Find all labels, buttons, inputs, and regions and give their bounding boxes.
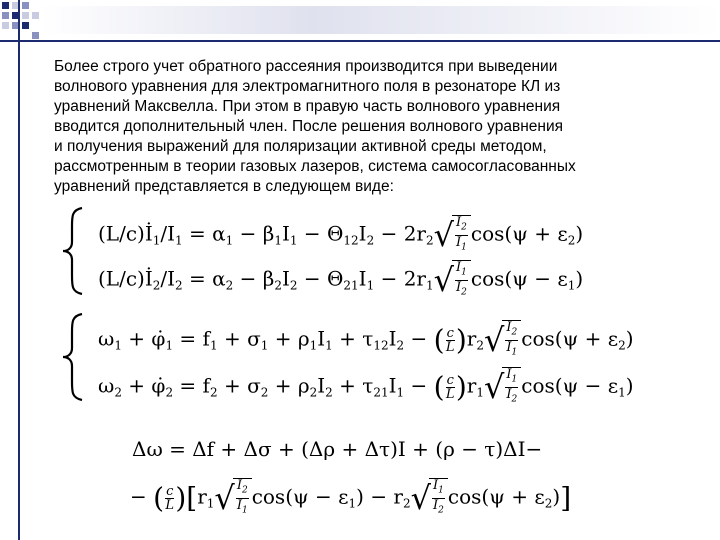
eq-sub: 2 — [461, 222, 467, 233]
radical-sign: √ — [484, 368, 505, 407]
frac-den: L — [165, 497, 175, 513]
eq-sub: 2 — [511, 394, 518, 405]
eq-part: ω — [98, 373, 115, 398]
decor-square — [32, 12, 39, 19]
eq-sub: 2 — [366, 233, 375, 248]
eq-part: − — [404, 326, 434, 351]
eq-sub: 2 — [209, 385, 218, 400]
frac-den: L — [445, 386, 455, 402]
eq-part: cos(ψ − ε — [251, 484, 349, 509]
eq-sub: 2 — [260, 385, 269, 400]
decor-square — [22, 12, 29, 19]
eq-part: − Θ — [297, 266, 344, 291]
eq-part: I — [388, 373, 397, 398]
eq-sub: 1 — [325, 338, 333, 353]
paragraph-line: волнового уравнения для электромагнитного поля в резонаторе КЛ из — [54, 78, 561, 95]
eq-part: − 2r — [374, 221, 426, 246]
equation-4 — [98, 367, 634, 406]
bracket-open: [ — [186, 481, 198, 515]
paragraph-line: вводится дополнительный член. После решения волнового уравнения — [54, 118, 564, 135]
eq-part: + ρ — [268, 326, 310, 351]
eq-sub: 12 — [343, 233, 359, 248]
eq-part: (L/c)İ — [98, 221, 153, 246]
eq-sub: 1 — [396, 385, 405, 400]
eq-part: + τ — [332, 326, 374, 351]
eq-sub: 1 — [366, 278, 375, 293]
eq-part: + τ — [332, 373, 374, 398]
eq-part: /I — [160, 221, 176, 246]
eq-sub: 2 — [461, 287, 467, 298]
paragraph-line: уравнений представляется в следующем виде: — [54, 178, 394, 195]
eq-sub: 1 — [511, 347, 518, 358]
eq-part: cos(ψ − ε — [521, 373, 619, 398]
eq-sub: 2 — [241, 485, 248, 496]
paren-close: ) — [455, 323, 467, 357]
paren-close: ) — [455, 370, 467, 404]
eq-sub: 12 — [373, 338, 389, 353]
paren-open: ( — [433, 370, 445, 404]
eq-sub: 2 — [618, 338, 626, 353]
eq-sub: 2 — [175, 278, 183, 293]
eq-part: cos(ψ + ε — [447, 484, 545, 509]
eq-sub: 2 — [403, 496, 411, 511]
fraction — [505, 321, 518, 359]
decor-square — [22, 22, 29, 29]
eq-part: − — [404, 373, 434, 398]
header-rule — [0, 40, 720, 42]
eq-part: I — [388, 326, 397, 351]
fraction — [446, 327, 455, 354]
system2-brace — [60, 312, 86, 402]
eq-part: = α — [182, 266, 226, 291]
header-gradient — [40, 6, 720, 34]
frac-den: I — [456, 279, 462, 295]
eq-part: r — [197, 484, 207, 509]
eq-sub: 2 — [225, 278, 234, 293]
eq-part: + φ̇ — [121, 326, 166, 351]
bracket-close: ] — [560, 481, 572, 515]
eq-part: cos(ψ + ε — [470, 221, 568, 246]
eq-part: I — [317, 326, 326, 351]
frac-num: I — [506, 320, 512, 335]
eq-part: = f — [173, 326, 210, 351]
eq-sub: 2 — [567, 233, 576, 248]
eq-part: I — [317, 373, 326, 398]
eq-part: ) — [625, 326, 634, 351]
eq-part: + σ — [217, 326, 261, 351]
fraction — [505, 368, 518, 406]
equation-3 — [98, 320, 634, 359]
paragraph-line: уравнений Максвелла. При этом в правую часть волнового уравнения — [54, 98, 561, 115]
eq-part: I — [358, 266, 367, 291]
equation-2 — [98, 260, 583, 299]
system1-brace — [60, 206, 86, 296]
eq-part: ) − r — [356, 484, 403, 509]
eq-sub: 2 — [396, 338, 405, 353]
eq-sub: 1 — [618, 385, 626, 400]
decor-square — [2, 2, 9, 9]
paragraph-line: и получения выражений для поляризации активной среды методом, — [54, 138, 547, 155]
radical-sign: √ — [214, 479, 235, 518]
eq-sub: 21 — [343, 278, 359, 293]
decor-square — [2, 22, 9, 29]
radical-sign: √ — [433, 216, 455, 255]
slide-header — [0, 0, 720, 42]
intro-paragraph — [54, 57, 694, 197]
eq-sub: 2 — [544, 496, 553, 511]
eq-part: (L/c)İ — [98, 266, 153, 291]
eq-sub: 2 — [425, 233, 434, 248]
eq-sub: 2 — [165, 385, 174, 400]
eq-part: = f — [173, 373, 210, 398]
frac-num: c — [166, 483, 174, 499]
eq-sub: 1 — [438, 485, 444, 496]
paragraph-line: рассмотренным в теории газовых лазеров, система самосогласованных — [54, 158, 576, 175]
radicand — [502, 320, 521, 359]
frac-den: L — [445, 339, 455, 355]
radical-sign: √ — [433, 261, 455, 300]
eq-part: r — [466, 373, 477, 398]
eq-sub: 1 — [461, 267, 467, 278]
eq-sub: 1 — [425, 278, 434, 293]
frac-den: I — [456, 234, 462, 250]
side-rule — [18, 0, 20, 540]
paren-open: ( — [153, 481, 165, 515]
frac-num: c — [446, 372, 454, 388]
radicand — [452, 215, 471, 254]
eq-sub: 1 — [476, 385, 484, 400]
eq-sub: 21 — [373, 385, 389, 400]
eq-part: cos(ψ + ε — [521, 326, 619, 351]
frac-den: I — [236, 497, 242, 513]
eq-sub: 2 — [476, 338, 484, 353]
eq-sub: 1 — [225, 233, 234, 248]
eq-part: + φ̇ — [121, 373, 166, 398]
radical-sign: √ — [484, 321, 505, 360]
eq-sub: 2 — [152, 278, 161, 293]
eq-part: ) — [575, 266, 584, 291]
eq-sub: 1 — [348, 496, 357, 511]
eq-sub: 1 — [206, 496, 215, 511]
eq-part: − 2r — [374, 266, 426, 291]
eq-part: I — [281, 221, 290, 246]
paragraph-line: Более строго учет обратного рассеяния производится при выведении — [54, 58, 558, 75]
eq-part: ) — [625, 373, 634, 398]
eq-sub: 1 — [165, 338, 174, 353]
radical-sign: √ — [410, 479, 432, 518]
eq-sub: 1 — [567, 278, 576, 293]
eq-part: I — [358, 221, 367, 246]
radicand — [429, 478, 448, 517]
eq-part: − Θ — [297, 221, 344, 246]
eq-sub: 1 — [289, 233, 298, 248]
eq-sub: 2 — [274, 278, 282, 293]
eq-sub: 2 — [325, 385, 333, 400]
eq-sub: 1 — [209, 338, 218, 353]
eq-part: + σ — [217, 373, 261, 398]
fraction — [455, 216, 468, 254]
frac-den: I — [506, 339, 512, 355]
eq-sub: 2 — [309, 385, 318, 400]
frac-num: I — [433, 478, 439, 493]
decor-square — [2, 12, 9, 19]
radicand — [233, 478, 252, 517]
frac-den: I — [433, 497, 439, 513]
frac-num: I — [236, 478, 242, 493]
frac-num: I — [456, 260, 462, 275]
frac-num: I — [506, 367, 512, 382]
eq-sub: 1 — [309, 338, 318, 353]
eq-part: − β — [233, 221, 275, 246]
equation-6 — [130, 478, 571, 517]
eq-sub: 1 — [114, 338, 122, 353]
eq-part: I — [281, 266, 290, 291]
eq-part: ) — [575, 221, 584, 246]
equation-1 — [98, 215, 583, 254]
equation-5: Δω = Δf + Δσ + (Δρ + Δτ)I + (ρ − τ)ΔI− — [132, 437, 543, 461]
fraction — [455, 261, 468, 299]
eq-sub: 1 — [260, 338, 269, 353]
eq-sub: 2 — [438, 505, 444, 516]
eq-sub: 2 — [511, 327, 518, 338]
eq-part: ) — [552, 484, 561, 509]
eq-sub: 1 — [241, 505, 248, 516]
eq-part: cos(ψ − ε — [470, 266, 568, 291]
eq-sub: 1 — [461, 242, 467, 253]
eq-sub: 1 — [274, 233, 282, 248]
eq-part: + ρ — [268, 373, 310, 398]
eq-part: − β — [233, 266, 275, 291]
decor-square — [22, 2, 29, 9]
eq-sub: 1 — [511, 374, 518, 385]
eq-part: − — [130, 484, 154, 509]
frac-num: I — [456, 215, 462, 230]
eq-part: r — [466, 326, 477, 351]
decor-square — [32, 32, 39, 39]
eq-part: /I — [160, 266, 176, 291]
fraction — [446, 374, 455, 401]
frac-num: c — [446, 325, 454, 341]
eq-sub: 2 — [114, 385, 122, 400]
eq-part: ω — [98, 326, 115, 351]
radicand — [452, 260, 471, 299]
paren-close: ) — [175, 481, 187, 515]
eq-part: = α — [182, 221, 226, 246]
fraction — [165, 485, 174, 512]
fraction — [236, 479, 249, 517]
eq-sub: 1 — [152, 233, 161, 248]
frac-den: I — [506, 386, 512, 402]
radicand — [502, 367, 521, 406]
paren-open: ( — [433, 323, 445, 357]
eq-sub: 1 — [175, 233, 183, 248]
fraction — [432, 479, 445, 517]
eq-sub: 2 — [289, 278, 298, 293]
